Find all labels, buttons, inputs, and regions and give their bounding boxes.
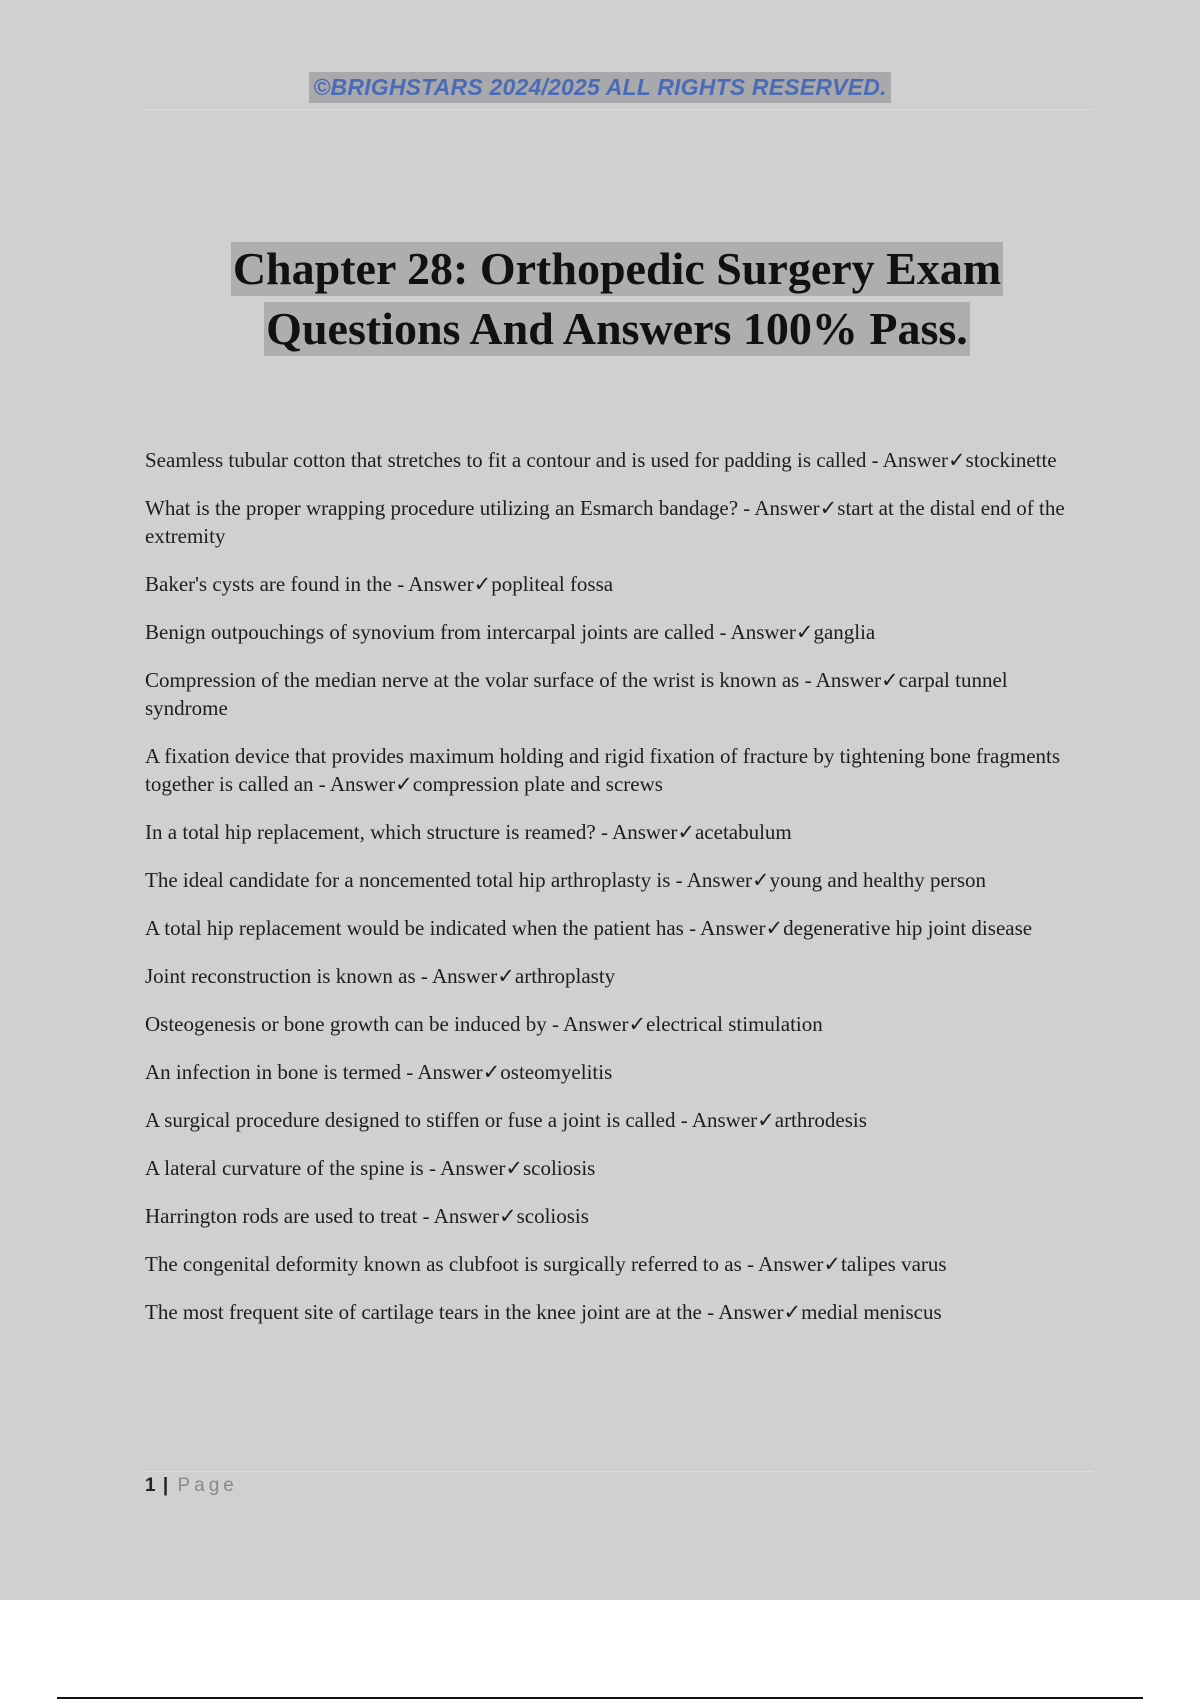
page-label: Page <box>177 1475 238 1496</box>
qa-item: The most frequent site of cartilage tears in the knee joint are at the - Answer✓medial meniscus <box>145 1300 942 1324</box>
qa-list <box>145 446 1085 1346</box>
qa-item: Benign outpouchings of synovium from intercarpal joints are called - Answer✓ganglia <box>145 620 876 644</box>
qa-item: A lateral curvature of the spine is - Answer✓scoliosis <box>145 1156 596 1180</box>
qa-item: Joint reconstruction is known as - Answer✓arthroplasty <box>145 964 616 988</box>
qa-item: What is the proper wrapping procedure utilizing an Esmarch bandage? - Answer✓start at the distal end of the extremity <box>145 496 1065 548</box>
qa-item: Seamless tubular cotton that stretches to fit a contour and is used for padding is called - Answer✓stockinette <box>145 448 1057 472</box>
qa-item: A total hip replacement would be indicated when the patient has - Answer✓degenerative hip joint disease <box>145 916 1033 940</box>
title-line-2: Questions And Answers 100% Pass. <box>266 303 968 354</box>
qa-item: Baker's cysts are found in the - Answer✓popliteal fossa <box>145 572 614 596</box>
next-page-edge <box>57 1697 1143 1699</box>
page-gap <box>0 1600 1200 1700</box>
qa-item: Compression of the median nerve at the volar surface of the wrist is known as - Answer✓carpal tunnel syndrome <box>145 668 1008 720</box>
header-divider <box>143 109 1093 110</box>
qa-item: An infection in bone is termed - Answer✓osteomyelitis <box>145 1060 613 1084</box>
header <box>0 72 1200 103</box>
footer-divider <box>143 1471 1093 1472</box>
copyright-notice: ©BRIGHSTARS 2024/2025 ALL RIGHTS RESERVED. <box>309 72 890 103</box>
title-line-1: Chapter 28: Orthopedic Surgery Exam <box>232 243 1002 294</box>
page-number <box>145 1475 238 1497</box>
qa-item: In a total hip replacement, which structure is reamed? - Answer✓acetabulum <box>145 820 792 844</box>
qa-item: The congenital deformity known as clubfoot is surgically referred to as - Answer✓talipes varus <box>145 1252 947 1276</box>
qa-item: A surgical procedure designed to stiffen or fuse a joint is called - Answer✓arthrodesis <box>145 1108 867 1132</box>
qa-item: Osteogenesis or bone growth can be induced by - Answer✓electrical stimulation <box>145 1012 823 1036</box>
page-number-value: 1 <box>145 1475 156 1496</box>
page-number-separator: | <box>162 1475 169 1496</box>
qa-item: Harrington rods are used to treat - Answer✓scoliosis <box>145 1204 589 1228</box>
document-title <box>0 242 1200 362</box>
qa-item: A fixation device that provides maximum holding and rigid fixation of fracture by tightening bone fragments together is called an - Answer✓compression plate and screws <box>145 744 1061 796</box>
qa-item: The ideal candidate for a noncemented total hip arthroplasty is - Answer✓young and healthy person <box>145 868 987 892</box>
